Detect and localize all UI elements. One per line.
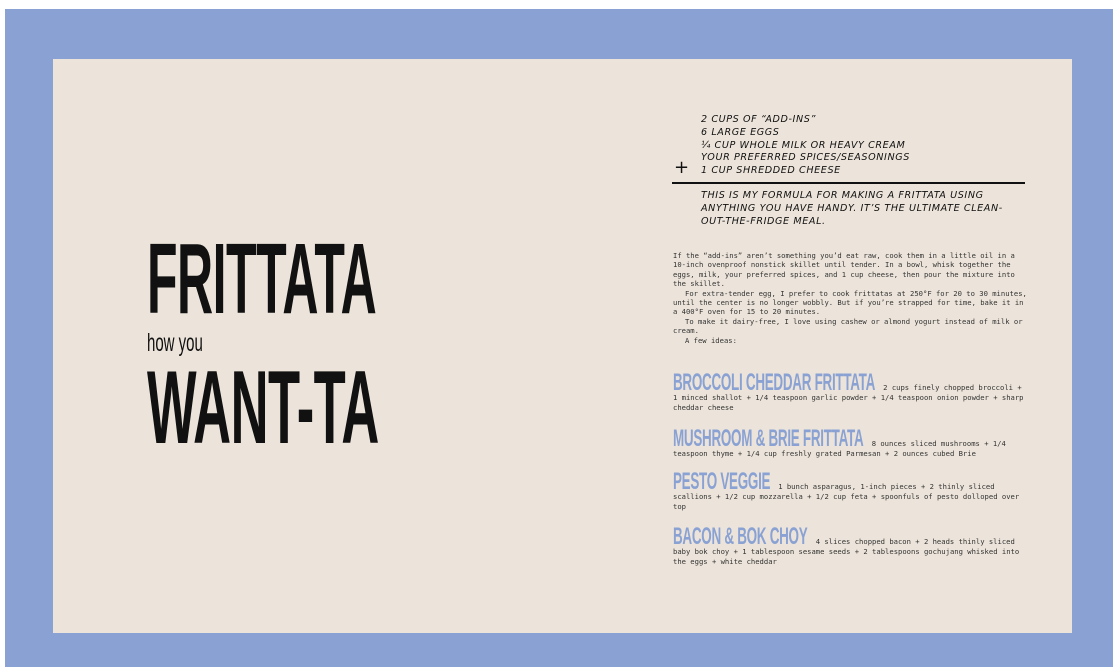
ingredient-item: YOUR PREFERRED SPICES/SEASONINGS bbox=[701, 152, 910, 164]
plus-icon: + bbox=[674, 157, 690, 178]
method-paragraph: If the “add-ins” aren’t something you’d eat raw, cook them in a little oil in a 10-inch ovenproof nonstick skillet until tender. In a bowl, whisk together the eggs, milk, your preferred spices, and 1 cup cheese, then pour the mixture into the skillet. bbox=[673, 251, 1015, 289]
variation-title: BROCCOLI CHEDDAR FRITTATA bbox=[673, 369, 876, 396]
variation-text: 2 cups finely chopped broccoli + 1 minced shallot + 1/4 teaspoon garlic powder + 1/4 teaspoon onion powder + sharp cheddar cheese bbox=[673, 383, 1024, 412]
variation-broccoli-cheddar bbox=[673, 369, 1028, 412]
ingredient-item: 2 CUPS OF “ADD-INS” bbox=[701, 114, 817, 125]
ingredient-list bbox=[701, 114, 1041, 178]
divider-rule bbox=[672, 182, 1025, 184]
method-text bbox=[673, 251, 1029, 345]
ingredient-item: 6 LARGE EGGS bbox=[701, 126, 780, 138]
variation-text: 8 ounces sliced mushrooms + 1/4 teaspoon thyme + 1/4 cup freshly grated Parmesan + 2 ounces cubed Brie bbox=[673, 439, 1006, 458]
variation-pesto-veggie bbox=[673, 468, 1028, 511]
method-paragraph: To make it dairy-free, I love using cashew or almond yogurt instead of milk or cream. bbox=[673, 316, 1023, 336]
title-frittata: FRITTATA bbox=[147, 223, 377, 335]
title-how-you: how you bbox=[147, 329, 203, 357]
variation-title: BACON & BOK CHOY bbox=[673, 523, 808, 550]
method-paragraph: A few ideas: bbox=[685, 335, 737, 345]
variation-text: 1 bunch asparagus, 1-inch pieces + 2 thinly sliced scallions + 1/2 cup mozzarella + 1/2 cup feta + spoonfuls of pesto dolloped over top bbox=[673, 482, 1020, 511]
variation-text: 4 slices chopped bacon + 2 heads thinly sliced baby bok choy + 1 tablespoon sesame seeds + 2 tablespoons gochujang whisked into the eggs + white cheddar bbox=[673, 537, 1020, 566]
ingredient-item: 1 CUP SHREDDED CHEESE bbox=[701, 165, 841, 177]
method-paragraph: For extra-tender egg, I prefer to cook frittatas at 250°F for 20 to 30 minutes, until the center is no longer wobbly. But if you’re strapped for time, bake it in a 400°F oven for 15 to 20 minutes. bbox=[673, 288, 1027, 317]
page-frame bbox=[5, 9, 1113, 667]
cookbook-spread bbox=[53, 59, 1072, 633]
variation-mushroom-brie bbox=[673, 425, 1028, 459]
title-want-ta: WANT-TA bbox=[147, 350, 379, 466]
ingredient-item: ¼ CUP WHOLE MILK OR HEAVY CREAM bbox=[701, 139, 906, 151]
intro-text: THIS IS MY FORMULA FOR MAKING A FRITTATA USING ANYTHING YOU HAVE HANDY. IT’S THE ULTIMATE CLEAN-OUT-THE-FRIDGE MEAL. bbox=[701, 190, 1003, 227]
variation-bacon-bok-choy bbox=[673, 523, 1028, 566]
variation-title: PESTO VEGGIE bbox=[673, 468, 771, 495]
variation-title: MUSHROOM & BRIE FRITTATA bbox=[673, 425, 864, 452]
